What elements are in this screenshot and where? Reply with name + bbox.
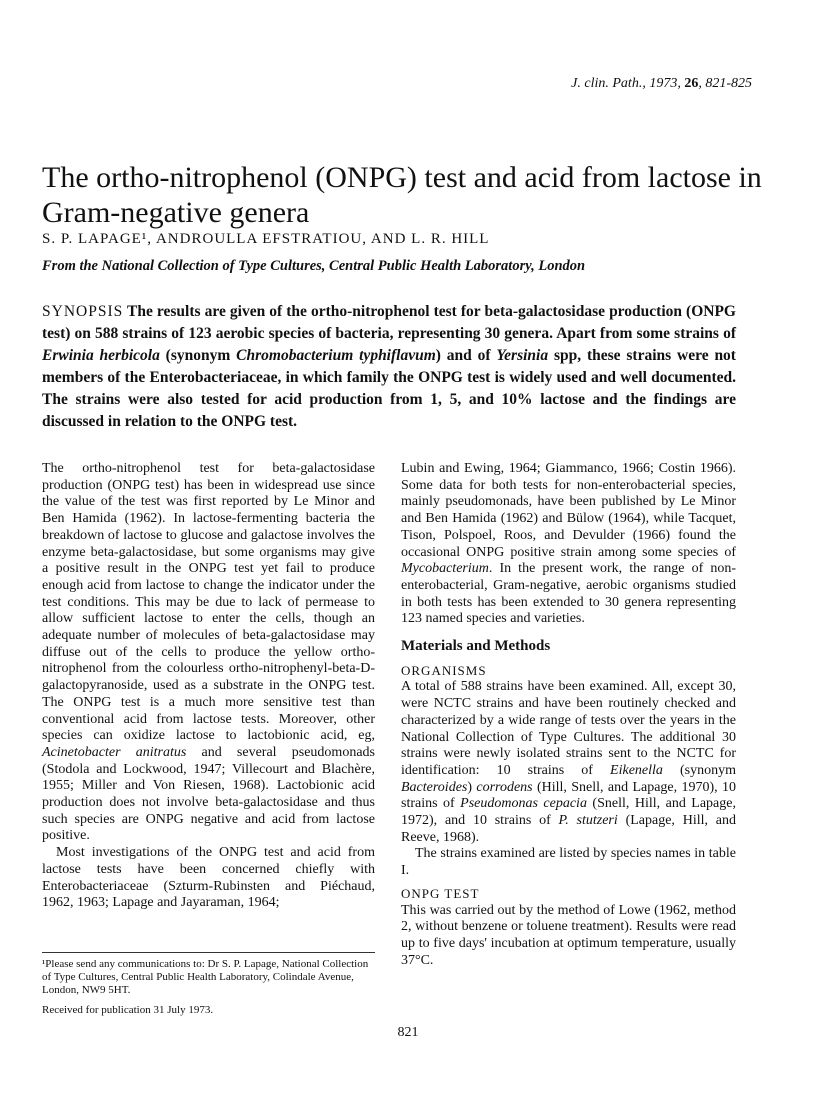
species-name: P. stutzeri [558,813,618,829]
subsection-heading: ORGANISMS [401,662,487,678]
synopsis-species: Yersinia [496,347,549,364]
affiliation: From the National Collection of Type Cultures, Central Public Health Laboratory, London [42,258,586,274]
article-title: The ortho-nitrophenol (ONPG) test and acid from lactose in Gram-negative genera [42,161,762,230]
onpg-test-paragraph: This was carried out by the method of Lowe (1962, method 2, without benzene or toluene treatment). Results were read up to five days' incubation at optimum temperature, usually 37°C. [401,902,736,968]
journal-volume: 26 [684,76,699,91]
species-name: Pseudomonas cepacia [460,796,587,812]
synopsis-text: spp, these strains were not members of the Enterobacteriaceae, in which family the ONPG test is widely used and well documented. The strains were also tested for acid production from 1, 5, and 10% lactose and the findings are discussed in relation to the ONPG test. [42,347,736,430]
received-date: Received for publication 31 July 1973. [42,1004,214,1016]
body-text: (synonym [662,762,736,778]
journal-pages: , 821-825 [698,76,752,91]
journal-name: J. clin. Path. [571,76,643,91]
body-text: and several pseudomonads (Stodola and Lockwood, 1947; Villecourt and Blachère, 1955; Miller and Von Riesen, 1968). Lactobionic acid production does not involve beta-galactosidase and thus such species are ONPG negative and acid from lactose positive. [42,744,375,844]
synopsis-label: SYNOPSIS [42,303,124,320]
journal-citation [571,76,752,92]
synopsis-species: Erwinia herbicola [42,347,160,364]
left-column [42,461,375,912]
journal-year: , 1973, [642,76,685,91]
body-text: . In the present work, the range of non-enterobacterial, Gram-negative, aerobic organisms studied in both tests has been extended to 30 genera representing 123 named species and varieties. [401,561,736,627]
species-name: Eikenella [610,762,663,778]
body-text: The ortho-nitrophenol test for beta-galactosidase production (ONPG test) has been in widespread use since the value of the test was first reported by Le Minor and Ben Hamida (1962). In lactose-fermenting bacteria the breakdown of lactose to glucose and galactose involves the enzyme beta-galactosidase, but some organisms may give a positive result in the ONPG test yet fail to produce enough acid from lactose to change the indicator under the test conditions. This may be due to lack of permease to allow sufficient lactose to enter the cells, though an adequate number of molecules of beta-galactosidase may diffuse out of the cells to produce the yellow ortho-nitrophenol from the colourless ortho-nitrophenyl-beta-D-galactopyranoside, used as a substrate in the ONPG test. The ONPG test is a much more sensitive test than conventional acid from lactose tests. Moreover, other species can oxidize lactose to lactobionic acid, eg, [42,461,375,744]
footnote-divider [42,952,375,953]
synopsis-text: The results are given of the ortho-nitrophenol test for beta-galactosidase production (ONPG test) on 588 strains of 123 aerobic species of bacteria, representing 30 genera. Apart from some strains of [42,303,736,342]
authors: S. P. LAPAGE¹, ANDROULLA EFSTRATIOU, AND L. R. HILL [42,231,490,247]
species-name: Acinetobacter anitratus [42,744,187,760]
synopsis-species: Chromobacterium typhiflavum [236,347,436,364]
synopsis-text: ) and of [435,347,497,364]
section-heading: Materials and Methods [401,638,551,655]
body-text: A total of 588 strains have been examined. All, except 30, were NCTC strains and have been routinely checked and characterized by a wide range of tests over the years in the National Collection of Type Cultures. The additional 30 strains were newly isolated strains sent to the NCTC for identification: 10 strains of [401,679,736,778]
intro-continued [401,461,736,628]
subsection-heading: ONPG TEST [401,885,480,901]
species-name: Mycobacterium [401,561,489,577]
body-text: (Hill, Snell, and Lapage, 1970), 10 strains of [401,779,736,812]
body-text: (Lapage, Hill, and Reeve, 1968). [401,813,736,845]
organisms-paragraph-2: The strains examined are listed by species names in table I. [401,846,736,879]
synopsis-text: (synonym [159,347,237,364]
right-column [401,461,736,969]
intro-paragraph-2: Most investigations of the ONPG test and acid from lactose tests have been concerned chiefly with Enterobacteriaceae (Szturm-Rubinsten and Piéchaud, 1962, 1963; Lapage and Jayaraman, 1964; [42,845,375,911]
organisms-paragraph [401,679,736,846]
body-text: Lubin and Ewing, 1964; Giammanco, 1966; Costin 1966). Some data for both tests for non-enterobacterial species, mainly pseudomonads, have been published by Le Minor and Ben Hamida (1962) and Bülow (1964), while Tacquet, Tison, Polspoel, Roos, and Devulder (1966) found the occasional ONPG positive strain among some species of [401,461,736,560]
body-text: (Snell, Hill, and Lapage, 1972), and 10 strains of [401,796,736,829]
species-name: corrodens [476,779,533,795]
intro-paragraph [42,461,375,845]
species-name: Bacteroides [401,779,468,795]
synopsis [42,301,736,433]
page-number: 821 [397,1025,419,1040]
footnote: ¹Please send any communications to: Dr S. P. Lapage, National Collection of Type Cultures, Central Public Health Laboratory, Colindale Avenue, London, NW9 5HT. [42,958,369,996]
body-text: ) [467,779,477,795]
